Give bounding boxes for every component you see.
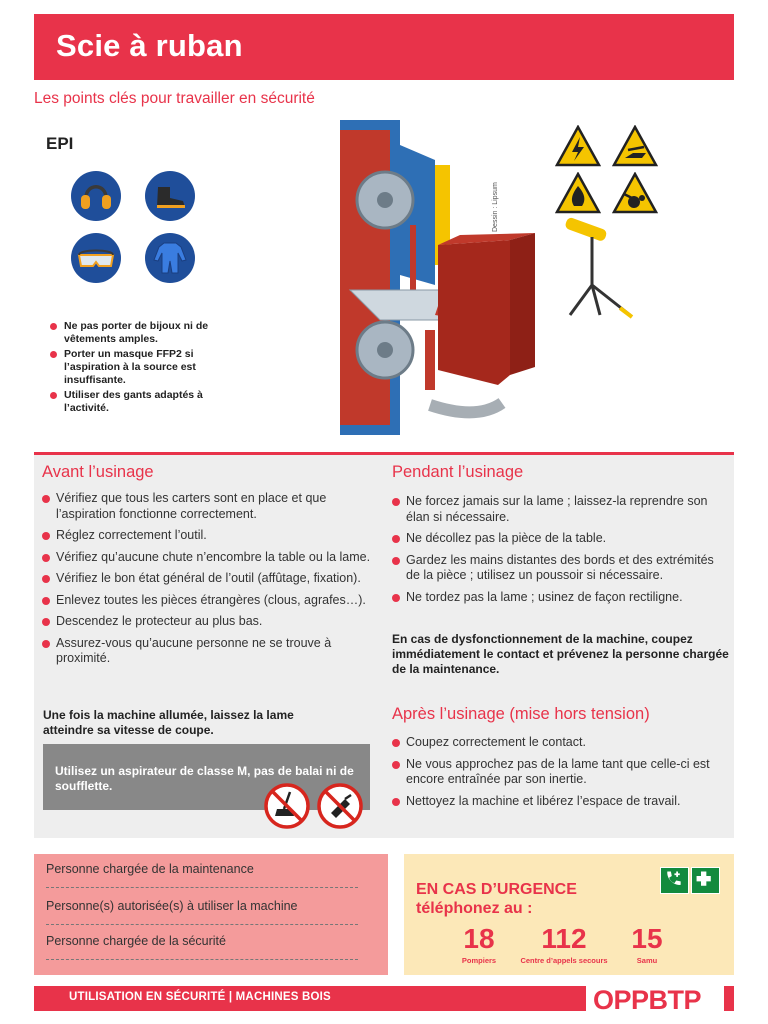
apres-list: [392, 735, 728, 815]
apres-item: Coupez correctement le contact.: [392, 735, 728, 751]
pendant-list: [392, 494, 728, 611]
avant-item: Vérifiez que tous les carters sont en place et que l’aspiration fonctionne correctement.: [42, 491, 372, 522]
no-broom-icon: [264, 783, 310, 829]
page-title: Scie à ruban: [56, 28, 243, 63]
emergency-label-112: Centre d’appels secours: [520, 956, 608, 965]
epi-item: Porter un masque FFP2 si l’aspiration à la source est insuffisante.: [50, 348, 235, 387]
pendant-note: En cas de dysfonctionnement de la machine, coupez immédiatement le contact et prévenez la personne chargée de la maintenance.: [392, 632, 729, 676]
emergency-number-112: 112: [541, 923, 587, 954]
emergency-title-line2: téléphonez au :: [416, 900, 533, 917]
epi-item: Utiliser des gants adaptés à l’activité.: [50, 389, 235, 415]
emergency-label-pompiers: Pompiers: [461, 956, 497, 965]
contacts-box: [34, 854, 388, 975]
title-bar: [34, 14, 734, 80]
page-subtitle: Les points clés pour travailler en sécurité: [34, 90, 315, 107]
emergency-number-pompiers: 18: [463, 923, 495, 954]
contact-maintenance-label: Personne chargée de la maintenance: [46, 862, 254, 876]
fire-hazard-icon: [555, 172, 601, 214]
emergency-box: [404, 854, 734, 975]
safety-boots-icon: [145, 171, 195, 221]
emergency-number-samu: 15: [631, 923, 663, 954]
illustration-credit: Dessin : Lipsum: [492, 182, 499, 232]
first-aid-icon: [691, 867, 720, 894]
apres-item: Ne vous approchez pas de la lame tant que celle-ci est encore entraînée par son inertie.: [392, 757, 728, 788]
contact-security-label: Personne chargée de la sécurité: [46, 934, 226, 948]
avant-title: Avant l’usinage: [42, 463, 154, 481]
apres-title: Après l’usinage (mise hors tension): [392, 705, 650, 723]
emergency-phone-icon: [660, 867, 689, 894]
emergency-title: [416, 880, 636, 918]
entanglement-hazard-icon: [612, 172, 658, 214]
avant-note: Une fois la machine allumée, laissez la lame atteindre sa vitesse de coupe.: [43, 708, 294, 737]
pendant-item: Gardez les mains distantes des bords et des extrémités de la pièce ; utilisez un poussoir si nécessaire.: [392, 553, 728, 584]
vacuum-note: Utilisez un aspirateur de classe M, pas de balai ni de soufflette.: [55, 764, 354, 793]
avant-item: Vérifiez qu’aucune chute n’encombre la table ou la lame.: [42, 550, 372, 566]
avant-item: Assurez-vous qu’aucune personne ne se trouve à proximité.: [42, 636, 372, 667]
pendant-item: Ne décollez pas la pièce de la table.: [392, 531, 728, 547]
footer-bar: [34, 986, 586, 1011]
avant-item: Vérifiez le bon état général de l’outil (affûtage, fixation).: [42, 571, 372, 587]
contact-authorized-field: [46, 924, 358, 925]
avant-list: [42, 491, 372, 673]
pendant-item: Ne tordez pas la lame ; usinez de façon rectiligne.: [392, 590, 728, 606]
pendant-title: Pendant l’usinage: [392, 463, 524, 481]
emergency-label-samu: Samu: [636, 956, 658, 965]
footer-label: UTILISATION EN SÉCURITÉ | MACHINES BOIS: [69, 991, 331, 1003]
roller-stand-illustration: [560, 215, 640, 325]
electric-hazard-icon: [555, 125, 601, 167]
hand-crush-hazard-icon: [612, 125, 658, 167]
epi-title: EPI: [46, 134, 74, 153]
avant-item: Enlevez toutes les pièces étrangères (clous, agrafes…).: [42, 593, 372, 609]
coveralls-icon: [145, 233, 195, 283]
safety-goggles-icon: [71, 233, 121, 283]
pendant-item: Ne forcez jamais sur la lame ; laissez-la reprendre son élan si nécessaire.: [392, 494, 728, 525]
oppbtp-logo: OPPBTP: [593, 985, 702, 1015]
contact-security-field: [46, 959, 358, 960]
epi-list: [50, 320, 235, 417]
avant-item: Réglez correctement l’outil.: [42, 528, 372, 544]
contact-maintenance-field: [46, 887, 358, 888]
ear-protection-icon: [71, 171, 121, 221]
contact-authorized-label: Personne(s) autorisée(s) à utiliser la machine: [46, 899, 298, 913]
avant-item: Descendez le protecteur au plus bas.: [42, 614, 372, 630]
apres-item: Nettoyez la machine et libérez l’espace de travail.: [392, 794, 728, 810]
logo-accent-bar: [724, 986, 734, 1011]
no-blower-icon: [317, 783, 363, 829]
epi-item: Ne pas porter de bijoux ni de vêtements amples.: [50, 320, 235, 346]
emergency-title-line1: EN CAS D’URGENCE: [416, 881, 577, 898]
band-saw-illustration: [320, 115, 560, 445]
